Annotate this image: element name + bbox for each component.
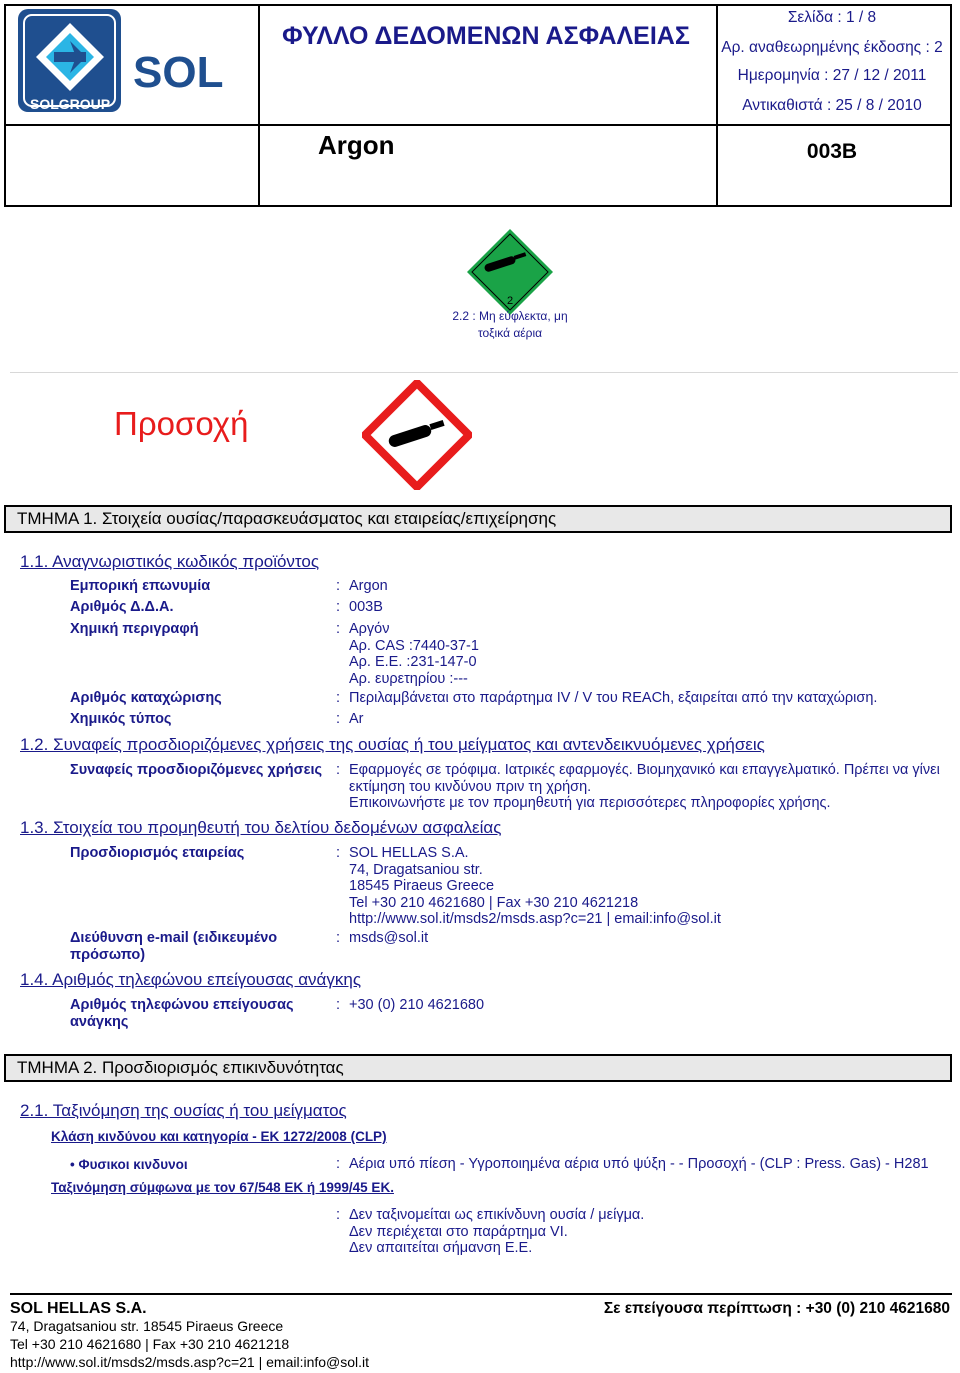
colon: : xyxy=(336,845,341,861)
svg-text:2: 2 xyxy=(507,295,514,307)
product-name: Argon xyxy=(318,130,395,160)
physical-hazards-value: Αέρια υπό πίεση - Υγροποιημένα αέρια υπό ψύξη - - Προσοχή - (CLP : Press. Gas) - H281 xyxy=(349,1156,929,1172)
revision-number: Αρ. αναθεωρημένης έκδοσης : 2 xyxy=(721,39,943,56)
physical-hazards-label: • Φυσικοι κινδυνοι xyxy=(70,1157,188,1172)
emergency-phone-value: +30 (0) 210 4621680 xyxy=(349,997,485,1013)
registration-number-label: Αριθμός καταχώρισης xyxy=(70,690,222,706)
signal-word: Προσοχή xyxy=(114,405,249,442)
dsd-classification-heading: Ταξινόμηση σύμφωνα με τον 67/548 ΕΚ ή 1999/45 ΕΚ. xyxy=(51,1180,394,1195)
colon: : xyxy=(336,599,341,615)
subsection-1-4-heading: 1.4. Αριθμός τηλεφώνου επείγουσας ανάγκης xyxy=(20,970,362,989)
colon: : xyxy=(336,690,341,706)
document-title: ΦΥΛΛΟ ΔΕΔΟΜΕΝΩΝ ΑΣΦΑΛΕΙΑΣ xyxy=(282,22,690,50)
subsection-1-2-heading: 1.2. Συναφείς προσδιοριζόμενες χρήσεις της ουσίας ή του μείγματος και αντενδεικνυόμενες χρήσεις xyxy=(20,735,765,754)
sol-logo xyxy=(18,9,250,124)
identified-uses-label: Συναφείς προσδιοριζόμενες χρήσεις xyxy=(70,762,323,778)
emergency-phone-label: Αριθμός τηλεφώνου επείγουσας ανάγκης xyxy=(70,997,294,1030)
divider xyxy=(10,372,958,373)
email-value: msds@sol.it xyxy=(349,930,429,946)
ghs04-pictogram xyxy=(362,380,472,495)
footer-web[interactable]: http://www.sol.it/msds2/msds.asp?c=21 | email:info@sol.it xyxy=(10,1354,370,1370)
footer-address: 74, Dragatsaniou str. 18545 Piraeus Greece xyxy=(10,1318,284,1334)
footer-company: SOL HELLAS S.A. xyxy=(10,1300,147,1317)
trade-name-value: Argon xyxy=(349,578,388,594)
footer-emergency-phone: Σε επείγουσα περίπτωση : +30 (0) 210 4621680 xyxy=(603,1300,950,1317)
chemical-description-label: Χημική περιγραφή xyxy=(70,621,199,637)
footer-tel-fax: Tel +30 210 4621680 | Fax +30 210 4621218 xyxy=(10,1336,290,1352)
section-2-title: ΤΜΗΜΑ 2. Προσδιορισμός επικινδυνότητας xyxy=(17,1058,344,1077)
transport-label-caption: 2.2 : Μη εύφλεκτα, μη τοξικά αέρια xyxy=(452,309,568,340)
chemical-formula-value: Ar xyxy=(349,711,364,727)
dsd-classification-value: Δεν ταξινομείται ως επικίνδυνη ουσία / μείγμα. Δεν περιέχεται στο παράρτημα VI. Δεν απαιτείται σήμανση Ε.Ε. xyxy=(349,1207,645,1256)
registration-number-value: Περιλαμβάνεται στο παράρτημα IV / V του REACh, εξαιρείται από την καταχώριση. xyxy=(349,690,878,706)
subsection-1-1-heading: 1.1. Αναγνωριστικός κωδικός προϊόντος xyxy=(20,552,320,571)
svg-text:SOL: SOL xyxy=(133,48,224,97)
clp-classification-heading: Κλάση κινδύνου και κατηγορία - ΕΚ 1272/2008 (CLP) xyxy=(51,1129,387,1144)
chemical-description-value: Αργόν Αρ. CAS :7440-37-1 Αρ. Ε.Ε. :231-147-0 Αρ. ευρετηρίου :--- xyxy=(349,621,479,687)
header-divider xyxy=(6,124,258,126)
identified-uses-value: Εφαρμογές σε τρόφιμα. Ιατρικές εφαρμογές. Βιομηχανικό και επαγγελματικό. Πρέπει να γίνει εκτίμηση του κινδύνου πριν τη χρήση. Επικοινωνήστε με τον προμηθευτή για περισσότερες πληροφορίες χρήσης. xyxy=(349,762,940,811)
svg-text:SOLGROUP: SOLGROUP xyxy=(30,96,111,112)
footer-divider xyxy=(10,1293,952,1295)
email-label: Διεύθυνση e-mail (ειδικευμένο πρόσωπο) xyxy=(70,930,278,963)
chemical-formula-label: Χημικός τύπος xyxy=(70,711,172,727)
section-1-header xyxy=(4,505,952,533)
issue-date: Ημερομηνία : 27 / 12 / 2011 xyxy=(737,67,927,84)
subsection-1-3-heading: 1.3. Στοιχεία του προμηθευτή του δελτίου δεδομένων ασφαλείας xyxy=(20,818,502,837)
colon: : xyxy=(336,997,341,1013)
colon: : xyxy=(336,578,341,594)
section-2-header xyxy=(4,1054,952,1082)
supersedes-date: Αντικαθιστά : 25 / 8 / 2010 xyxy=(742,97,922,114)
sds-number-value: 003B xyxy=(349,599,383,615)
page-number: Σελίδα : 1 / 8 xyxy=(787,9,877,26)
company-value: SOL HELLAS S.A. 74, Dragatsaniou str. 18545 Piraeus Greece Tel +30 210 4621680 | Fax +30 210 4621218 http://www.sol.it/msds2/msds.asp?c=21 | email:info@sol.it xyxy=(349,845,721,927)
colon: : xyxy=(336,621,341,637)
subsection-2-1-heading: 2.1. Ταξινόμηση της ουσίας ή του μείγματος xyxy=(20,1101,347,1120)
sds-number-label: Αριθμός Δ.Δ.Α. xyxy=(70,599,174,615)
colon: : xyxy=(336,762,341,778)
colon: : xyxy=(336,1156,341,1172)
colon: : xyxy=(336,930,341,946)
trade-name-label: Εμπορική επωνυμία xyxy=(70,578,211,594)
company-label: Προσδιορισμός εταιρείας xyxy=(70,845,245,861)
header-divider xyxy=(258,124,950,126)
colon: : xyxy=(336,1207,341,1223)
product-code: 003B xyxy=(806,140,858,163)
section-1-title: ΤΜΗΜΑ 1. Στοιχεία ουσίας/παρασκευάσματος και εταιρείας/επιχείρησης xyxy=(17,509,557,528)
colon: : xyxy=(336,711,341,727)
